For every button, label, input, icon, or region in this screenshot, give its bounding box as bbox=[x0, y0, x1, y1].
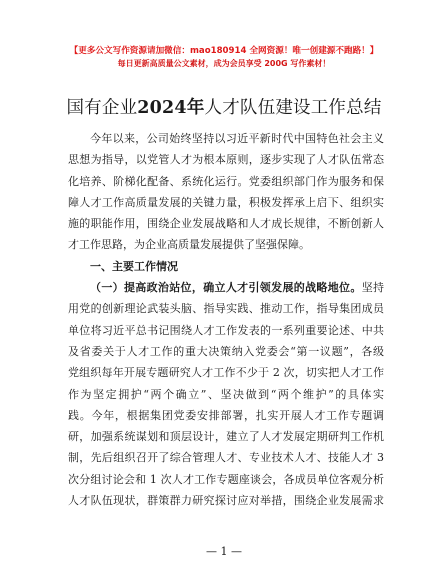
paragraph-line: 障人才工作高质量发展的关键力量，积极发挥承上启下、组织实 bbox=[68, 195, 384, 209]
subheading-line bbox=[68, 277, 384, 298]
paragraph-line: 化培养、阶梯化配备、系统化运行。党委组织部门作为服务和保 bbox=[68, 174, 384, 188]
paragraph-line: 人才队伍现状，群策群力研究探讨应对举措，围绕企业发展需求 bbox=[68, 494, 384, 508]
paragraph-line: 及省委关于人才工作的重大决策纳入党委会“第一议题”，各级 bbox=[68, 344, 384, 358]
paragraph-line: 单位将习近平总书记围绕人才工作发表的一系列重要论述、中共 bbox=[68, 323, 384, 337]
section-heading: 一、主要工作情况 bbox=[90, 259, 178, 273]
paragraph-line: 才工作思路，为企业高质量发展提供了坚强保障。 bbox=[68, 238, 310, 252]
paragraph-line: 思想为指导，以党管人才为根本原则，逐步实现了人才队伍常态 bbox=[68, 153, 384, 167]
paragraph-line: 党组织每年开展专题研究人才工作不少于 2 次，切实把人才工作 bbox=[68, 366, 384, 380]
paragraph-line: 作为坚定拥护“两个确立”、坚决做到“两个维护”的具体实 bbox=[68, 387, 384, 401]
document-title bbox=[0, 94, 448, 119]
title-rest: 人才队伍建设工作总结 bbox=[204, 98, 382, 118]
paragraph-line: 研，加强系统谋划和顶层设计，建立了人才发展定期研判工作机 bbox=[68, 430, 384, 444]
paragraph-line: 用党的创新理论武装头脑、指导实践、推动工作，指导集团成员 bbox=[68, 302, 384, 316]
paragraph-line: 制，先后组织召开了综合管理人才、专业技术人才、技能人才 3 bbox=[68, 451, 384, 465]
subheading-tail: 坚持 bbox=[361, 281, 384, 295]
title-year: 2024 bbox=[137, 98, 187, 118]
promo-line-1: 【更多公文写作资源请加微信：mao180914 全网资源！唯一创建源不跑路！】 bbox=[69, 46, 379, 56]
promo-line-2: 每日更新高质量公文素材，成为会员享受 200G 写作素材！ bbox=[117, 59, 331, 68]
paragraph-line: 今年以来，公司始终坚持以习近平新时代中国特色社会主义 bbox=[90, 132, 384, 145]
paragraph-line: 施的职能作用，围绕企业发展战略和人才成长规律，不断创新人 bbox=[68, 217, 384, 231]
paragraph-line: 次分组讨论会和 1 次人才工作专题座谈会，各成员单位客观分析 bbox=[68, 472, 384, 486]
subheading: （一）提高政治站位，确立人才引领发展的战略地位。 bbox=[90, 281, 362, 295]
title-prefix: 国有企业 bbox=[66, 98, 138, 118]
page-number: — 1 — bbox=[206, 545, 242, 558]
title-year-suffix: 年 bbox=[186, 98, 205, 118]
paragraph-line: 践。今年，根据集团党委安排部署，扎实开展人才工作专题调 bbox=[68, 408, 384, 422]
document-body bbox=[68, 128, 384, 511]
